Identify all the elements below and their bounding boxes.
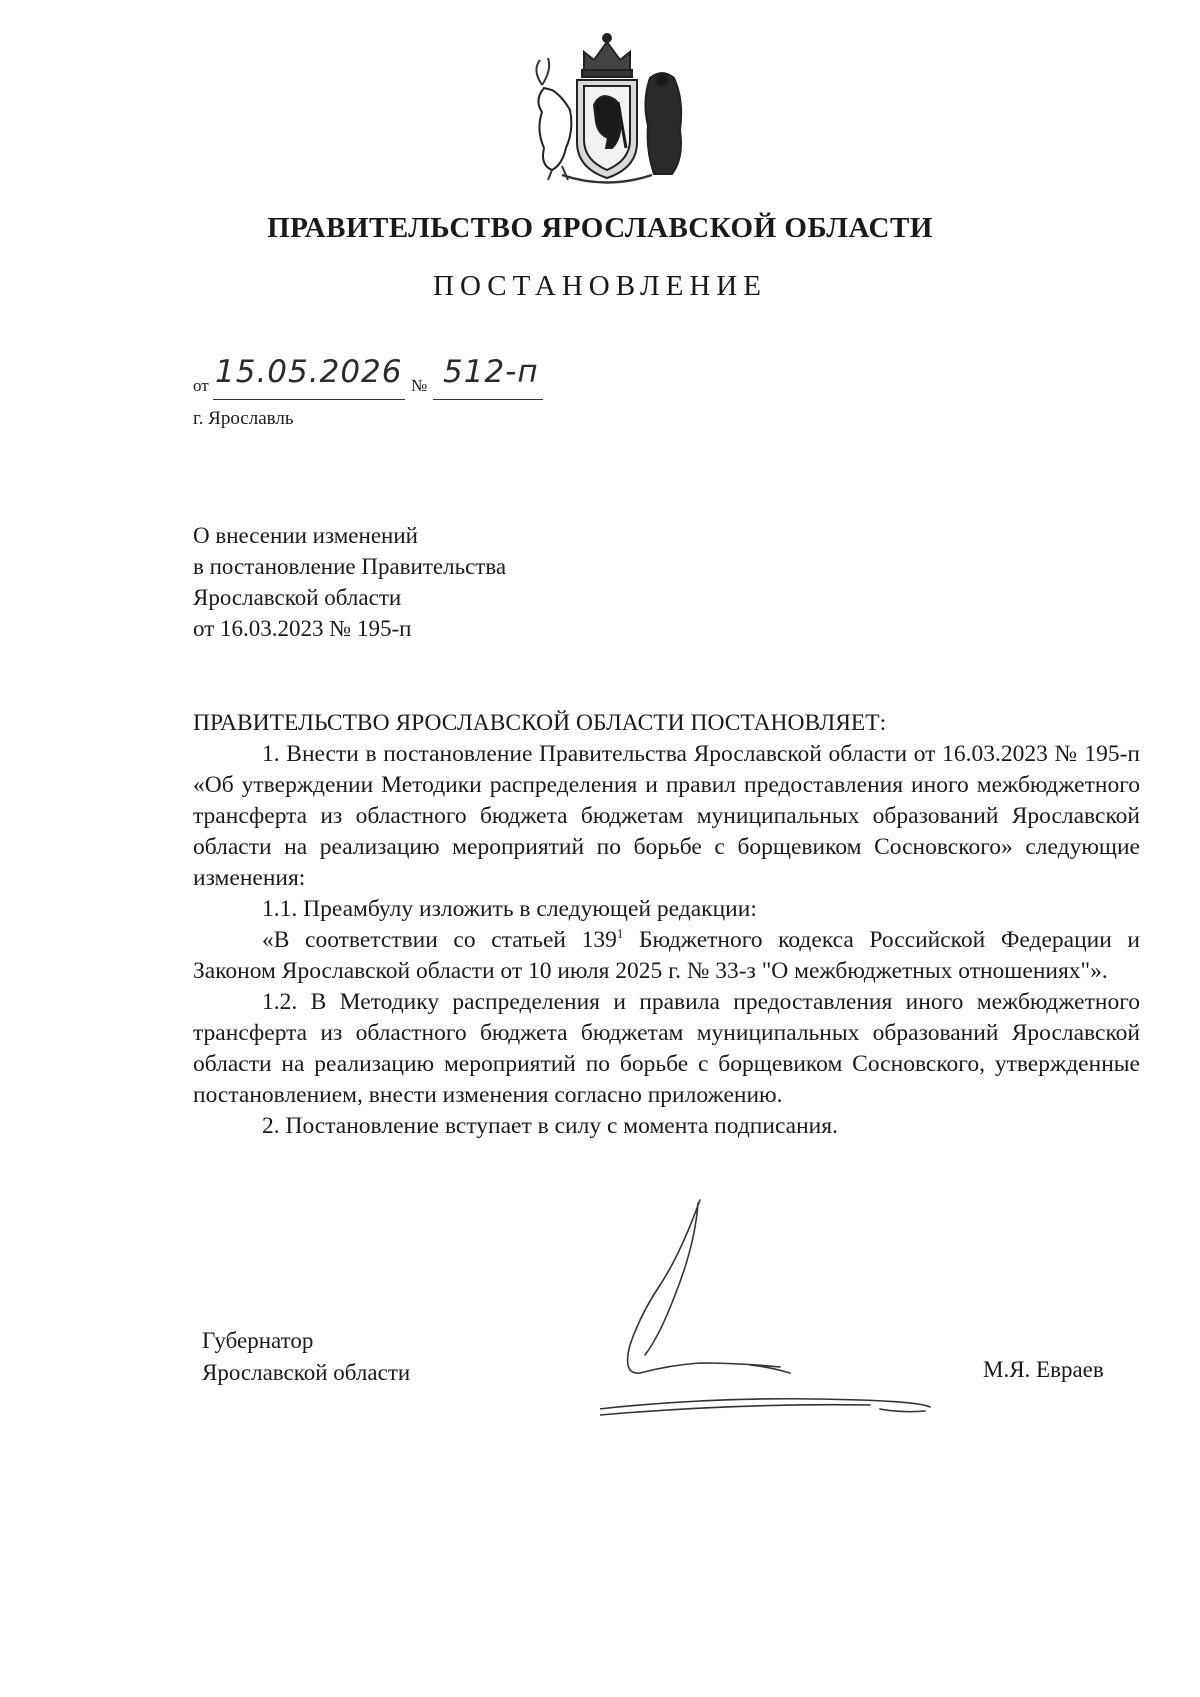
paragraph-1: 1. Внести в постановление Правительства Ярославской области от 16.03.2023 № 195-п «Об утверждении Методики распределения и правил предоставления иного межбюджетного трансферта из областного бюджета бюджетам муниципальных образований Ярославской области на реализацию мероприятий по борьбе с борщевиком Сосновского» следующие изменения:	[193, 741, 1140, 891]
signatory-name: М.Я. Евраев	[983, 1357, 1104, 1382]
signatory-position	[202, 1325, 410, 1389]
subject-line: О внесении изменений	[193, 523, 418, 548]
document-body	[193, 708, 1140, 1142]
yaroslavl-oblast-coat-of-arms-icon	[522, 30, 692, 185]
date-value: 15.05.2026	[215, 354, 403, 390]
quote-part-a: «В соответствии со статьей 139	[262, 927, 617, 953]
organization-title: ПРАВИТЕЛЬСТВО ЯРОСЛАВСКОЙ ОБЛАСТИ	[267, 212, 933, 244]
position-line-1: Губернатор	[202, 1328, 314, 1353]
subject-line: Ярославской области	[193, 585, 402, 610]
paragraph-1-1: 1.1. Преамбулу изложить в следующей редакции:	[262, 896, 757, 922]
paragraph-1-2: 1.2. В Методику распределения и правила предоставления иного межбюджетного трансферта из областного бюджета бюджетам муниципальных образований Ярославской области на реализацию мероприятий по борьбе с борщевиком Сосновского, утвержденные постановлением, внести изменения согласно приложению.	[193, 989, 1140, 1108]
date-label: от	[193, 376, 209, 395]
date-number-line	[193, 354, 593, 408]
paragraph-1-1-quote	[193, 925, 1140, 987]
paragraph-2: 2. Постановление вступает в силу с момента подписания.	[262, 1113, 838, 1139]
document-type: ПОСТАНОВЛЕНИЕ	[433, 270, 767, 302]
preamble: ПРАВИТЕЛЬСТВО ЯРОСЛАВСКОЙ ОБЛАСТИ ПОСТАНОВЛЯЕТ:	[193, 710, 887, 736]
handwritten-signature-icon	[600, 1195, 1040, 1445]
number-underline	[433, 399, 543, 400]
subject-line: в постановление Правительства	[193, 554, 507, 579]
date-underline	[213, 399, 405, 400]
number-value: 512-п	[443, 354, 539, 390]
number-label: №	[411, 376, 428, 395]
quote-superscript: 1	[616, 926, 624, 942]
subject-line: от 16.03.2023 № 195-п	[193, 616, 412, 641]
city: г. Ярославль	[193, 408, 294, 429]
position-line-2: Ярославской области	[202, 1360, 411, 1385]
quote-part-b: Бюджетного кодекса Российской Федерации и Законом Ярославской области от 10 июля 2025 г. № 33-з "О межбюджетных отношениях"».	[193, 927, 1140, 984]
document-subject	[193, 520, 506, 644]
